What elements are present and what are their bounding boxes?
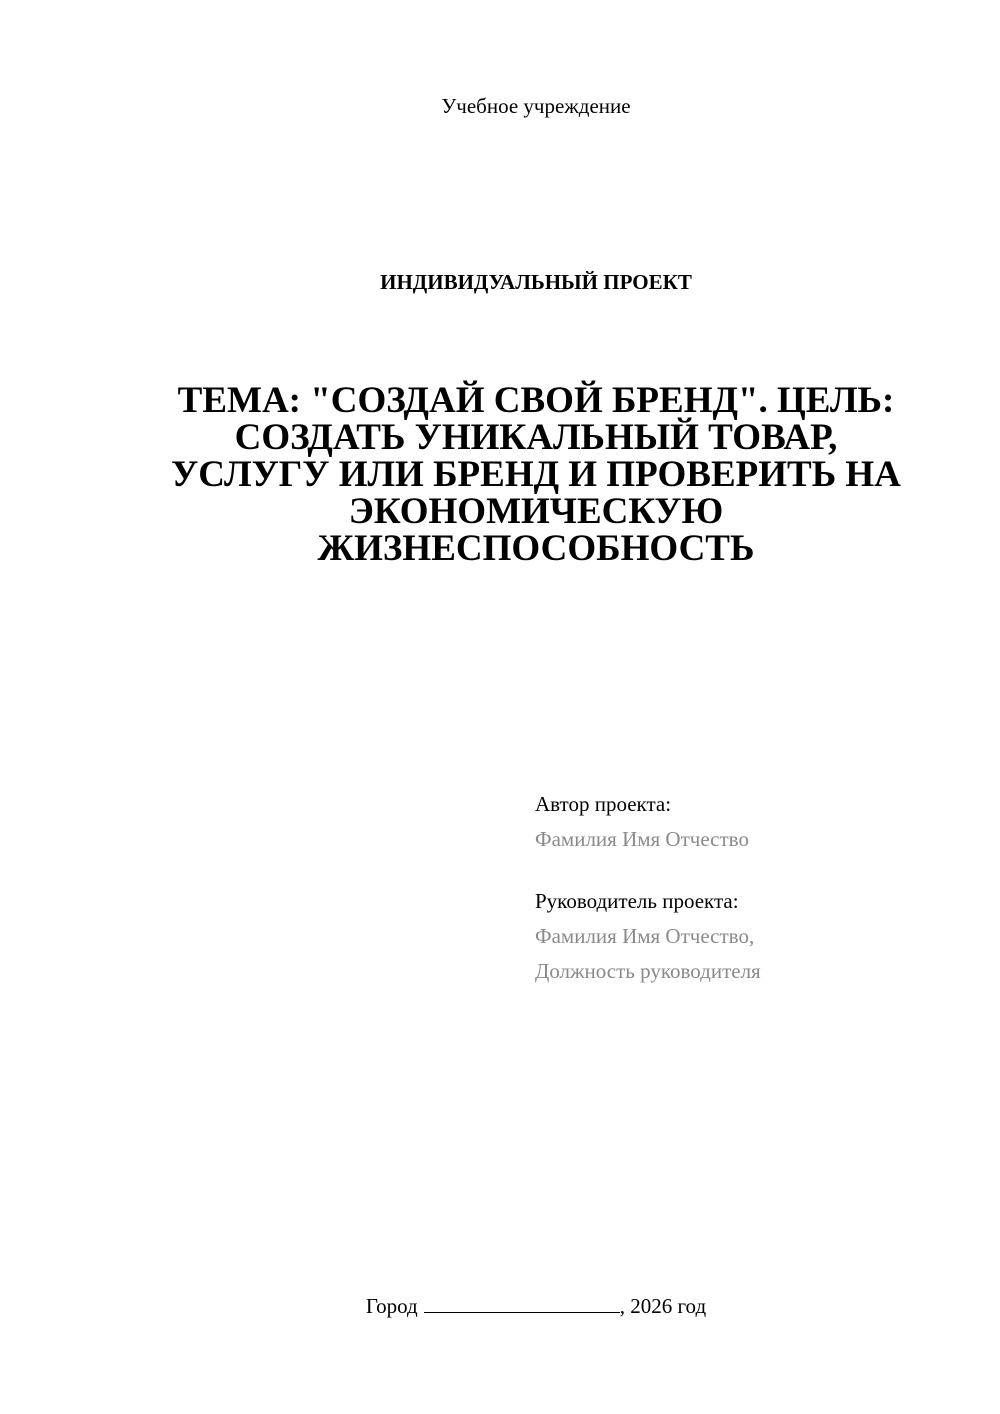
title-line: УСЛУГУ ИЛИ БРЕНД И ПРОВЕРИТЬ НА [171, 454, 901, 495]
city-blank-line [424, 1292, 620, 1313]
city-label: Город [365, 1294, 418, 1318]
supervisor-name: Фамилия Имя Отчество, [535, 924, 755, 948]
project-title [130, 382, 942, 567]
author-label: Автор проекта: [535, 792, 672, 816]
spacer [535, 857, 975, 884]
title-line: ТЕМА: "СОЗДАЙ СВОЙ БРЕНД". ЦЕЛЬ: [177, 380, 895, 421]
supervisor-position: Должность руководителя [535, 959, 761, 983]
city-year-line [0, 1292, 1000, 1320]
title-line: СОЗДАТЬ УНИКАЛЬНЫЙ ТОВАР, [234, 417, 838, 458]
year-text: , 2026 год [619, 1294, 707, 1318]
author-name: Фамилия Имя Отчество [535, 827, 749, 851]
institution-name: Учебное учреждение [441, 94, 631, 118]
title-line: ЭКОНОМИЧЕСКУЮ [348, 491, 724, 532]
title-line: ЖИЗНЕСПОСОБНОСТЬ [317, 528, 755, 569]
credits-block [535, 787, 975, 989]
supervisor-label: Руководитель проекта: [535, 889, 739, 913]
document-type: ИНДИВИДУАЛЬНЫЙ ПРОЕКТ [380, 270, 692, 294]
